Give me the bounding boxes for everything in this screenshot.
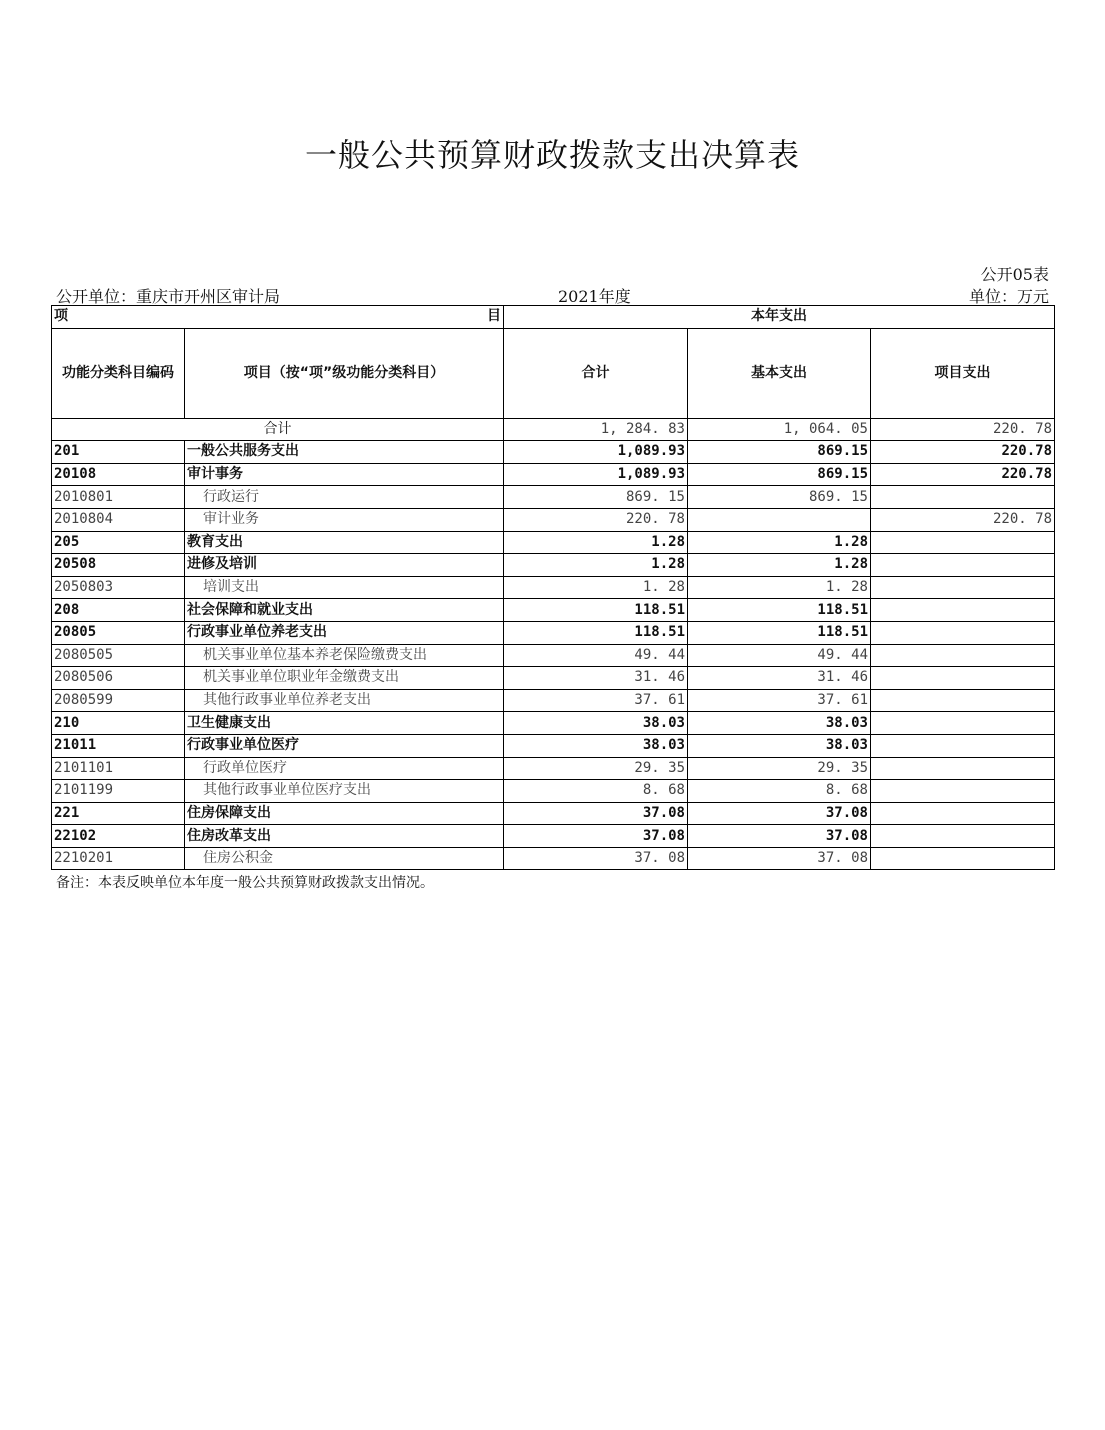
row-basic: 118.51 (688, 621, 871, 644)
row-project: 220. 78 (871, 508, 1055, 531)
row-total: 37.08 (504, 825, 688, 848)
row-name: 其他行政事业单位医疗支出 (185, 780, 504, 803)
row-name: 教育支出 (185, 531, 504, 554)
total-header: 合计 (504, 328, 688, 418)
table-row (52, 441, 1055, 464)
form-number: 公开05表 (980, 265, 1049, 284)
table-row (52, 508, 1055, 531)
row-project (871, 780, 1055, 803)
row-code: 2101101 (52, 757, 185, 780)
row-total: 37. 61 (504, 689, 688, 712)
row-code: 21011 (52, 734, 185, 757)
row-name: 住房保障支出 (185, 802, 504, 825)
row-name: 卫生健康支出 (185, 712, 504, 735)
row-total: 220. 78 (504, 508, 688, 531)
row-project (871, 712, 1055, 735)
row-code: 2080599 (52, 689, 185, 712)
table-row (52, 734, 1055, 757)
row-basic: 37.08 (688, 825, 871, 848)
table-row (52, 621, 1055, 644)
row-total: 38.03 (504, 712, 688, 735)
row-code: 2010801 (52, 486, 185, 509)
row-project (871, 825, 1055, 848)
row-name: 行政事业单位医疗 (185, 734, 504, 757)
row-total: 37. 08 (504, 847, 688, 870)
table-row (52, 757, 1055, 780)
row-basic: 1. 28 (688, 576, 871, 599)
row-total: 869. 15 (504, 486, 688, 509)
total-basic: 1, 064. 05 (688, 418, 871, 441)
row-code: 221 (52, 802, 185, 825)
table-row (52, 689, 1055, 712)
header-row-1 (52, 306, 1055, 329)
total-project: 220. 78 (871, 418, 1055, 441)
row-total: 38.03 (504, 734, 688, 757)
row-project (871, 689, 1055, 712)
currency-unit: 单位：万元 (968, 287, 1049, 306)
row-code: 210 (52, 712, 185, 735)
item-header-cell (52, 306, 504, 329)
row-name: 审计业务 (185, 508, 504, 531)
table-row (52, 644, 1055, 667)
row-name: 机关事业单位基本养老保险缴费支出 (185, 644, 504, 667)
item-header-right: 目 (487, 308, 501, 325)
row-basic: 37. 61 (688, 689, 871, 712)
row-total: 118.51 (504, 621, 688, 644)
row-name: 审计事务 (185, 463, 504, 486)
row-total: 118.51 (504, 599, 688, 622)
row-total: 37.08 (504, 802, 688, 825)
row-project (871, 757, 1055, 780)
publishing-unit: 公开单位：重庆市开州区审计局 (56, 287, 281, 306)
table-row (52, 802, 1055, 825)
table-row (52, 780, 1055, 803)
row-name: 其他行政事业单位养老支出 (185, 689, 504, 712)
row-total: 1.28 (504, 554, 688, 577)
row-code: 22102 (52, 825, 185, 848)
row-code: 2010804 (52, 508, 185, 531)
row-name: 一般公共服务支出 (185, 441, 504, 464)
row-basic: 29. 35 (688, 757, 871, 780)
row-total: 29. 35 (504, 757, 688, 780)
row-name: 住房改革支出 (185, 825, 504, 848)
row-name: 行政运行 (185, 486, 504, 509)
table-row (52, 712, 1055, 735)
row-project (871, 802, 1055, 825)
row-total: 1,089.93 (504, 441, 688, 464)
meta-row (54, 284, 1051, 306)
budget-table (51, 305, 1055, 870)
total-row (52, 418, 1055, 441)
row-total: 49. 44 (504, 644, 688, 667)
row-project: 220.78 (871, 463, 1055, 486)
row-basic: 869.15 (688, 463, 871, 486)
row-code: 208 (52, 599, 185, 622)
row-name: 社会保障和就业支出 (185, 599, 504, 622)
row-project (871, 531, 1055, 554)
row-basic: 118.51 (688, 599, 871, 622)
row-basic: 1.28 (688, 531, 871, 554)
row-project: 220.78 (871, 441, 1055, 464)
row-code: 2080505 (52, 644, 185, 667)
row-total: 1,089.93 (504, 463, 688, 486)
row-code: 2101199 (52, 780, 185, 803)
row-basic (688, 508, 871, 531)
row-project (871, 847, 1055, 870)
table-row (52, 847, 1055, 870)
row-project (871, 554, 1055, 577)
row-basic: 37. 08 (688, 847, 871, 870)
table-row (52, 486, 1055, 509)
page-title: 一般公共预算财政拨款支出决算表 (304, 136, 800, 174)
row-code: 2050803 (52, 576, 185, 599)
table-row (52, 599, 1055, 622)
row-name: 培训支出 (185, 576, 504, 599)
row-basic: 8. 68 (688, 780, 871, 803)
basic-header: 基本支出 (688, 328, 871, 418)
row-basic: 49. 44 (688, 644, 871, 667)
current-year-header: 本年支出 (504, 306, 1055, 329)
row-basic: 38.03 (688, 734, 871, 757)
row-name: 行政单位医疗 (185, 757, 504, 780)
row-basic: 869.15 (688, 441, 871, 464)
row-name: 住房公积金 (185, 847, 504, 870)
row-total: 1. 28 (504, 576, 688, 599)
row-name: 行政事业单位养老支出 (185, 621, 504, 644)
table-row (52, 554, 1055, 577)
total-label: 合计 (52, 418, 504, 441)
table-row (52, 825, 1055, 848)
project-header: 项目支出 (871, 328, 1055, 418)
row-project (871, 576, 1055, 599)
table-row (52, 576, 1055, 599)
table-row (52, 463, 1055, 486)
row-code: 20805 (52, 621, 185, 644)
row-project (871, 599, 1055, 622)
table-row (52, 531, 1055, 554)
row-code: 20508 (52, 554, 185, 577)
code-header: 功能分类科目编码 (52, 328, 185, 418)
row-basic: 1.28 (688, 554, 871, 577)
row-total: 8. 68 (504, 780, 688, 803)
header-row-2 (52, 328, 1055, 418)
row-code: 205 (52, 531, 185, 554)
row-project (871, 621, 1055, 644)
item-header-left: 项 (54, 308, 68, 325)
row-name: 进修及培训 (185, 554, 504, 577)
fiscal-year: 2021年度 (558, 287, 631, 306)
row-code: 20108 (52, 463, 185, 486)
row-basic: 37.08 (688, 802, 871, 825)
row-project (871, 734, 1055, 757)
row-total: 1.28 (504, 531, 688, 554)
row-project (871, 486, 1055, 509)
row-code: 2080506 (52, 667, 185, 690)
row-name: 机关事业单位职业年金缴费支出 (185, 667, 504, 690)
row-basic: 869. 15 (688, 486, 871, 509)
row-total: 31. 46 (504, 667, 688, 690)
table-row (52, 667, 1055, 690)
total-amount: 1, 284. 83 (504, 418, 688, 441)
row-code: 201 (52, 441, 185, 464)
name-header: 项目（按“项”级功能分类科目） (185, 328, 504, 418)
row-basic: 38.03 (688, 712, 871, 735)
row-project (871, 667, 1055, 690)
row-basic: 31. 46 (688, 667, 871, 690)
footnote: 备注：本表反映单位本年度一般公共预算财政拨款支出情况。 (56, 875, 434, 891)
row-project (871, 644, 1055, 667)
row-code: 2210201 (52, 847, 185, 870)
